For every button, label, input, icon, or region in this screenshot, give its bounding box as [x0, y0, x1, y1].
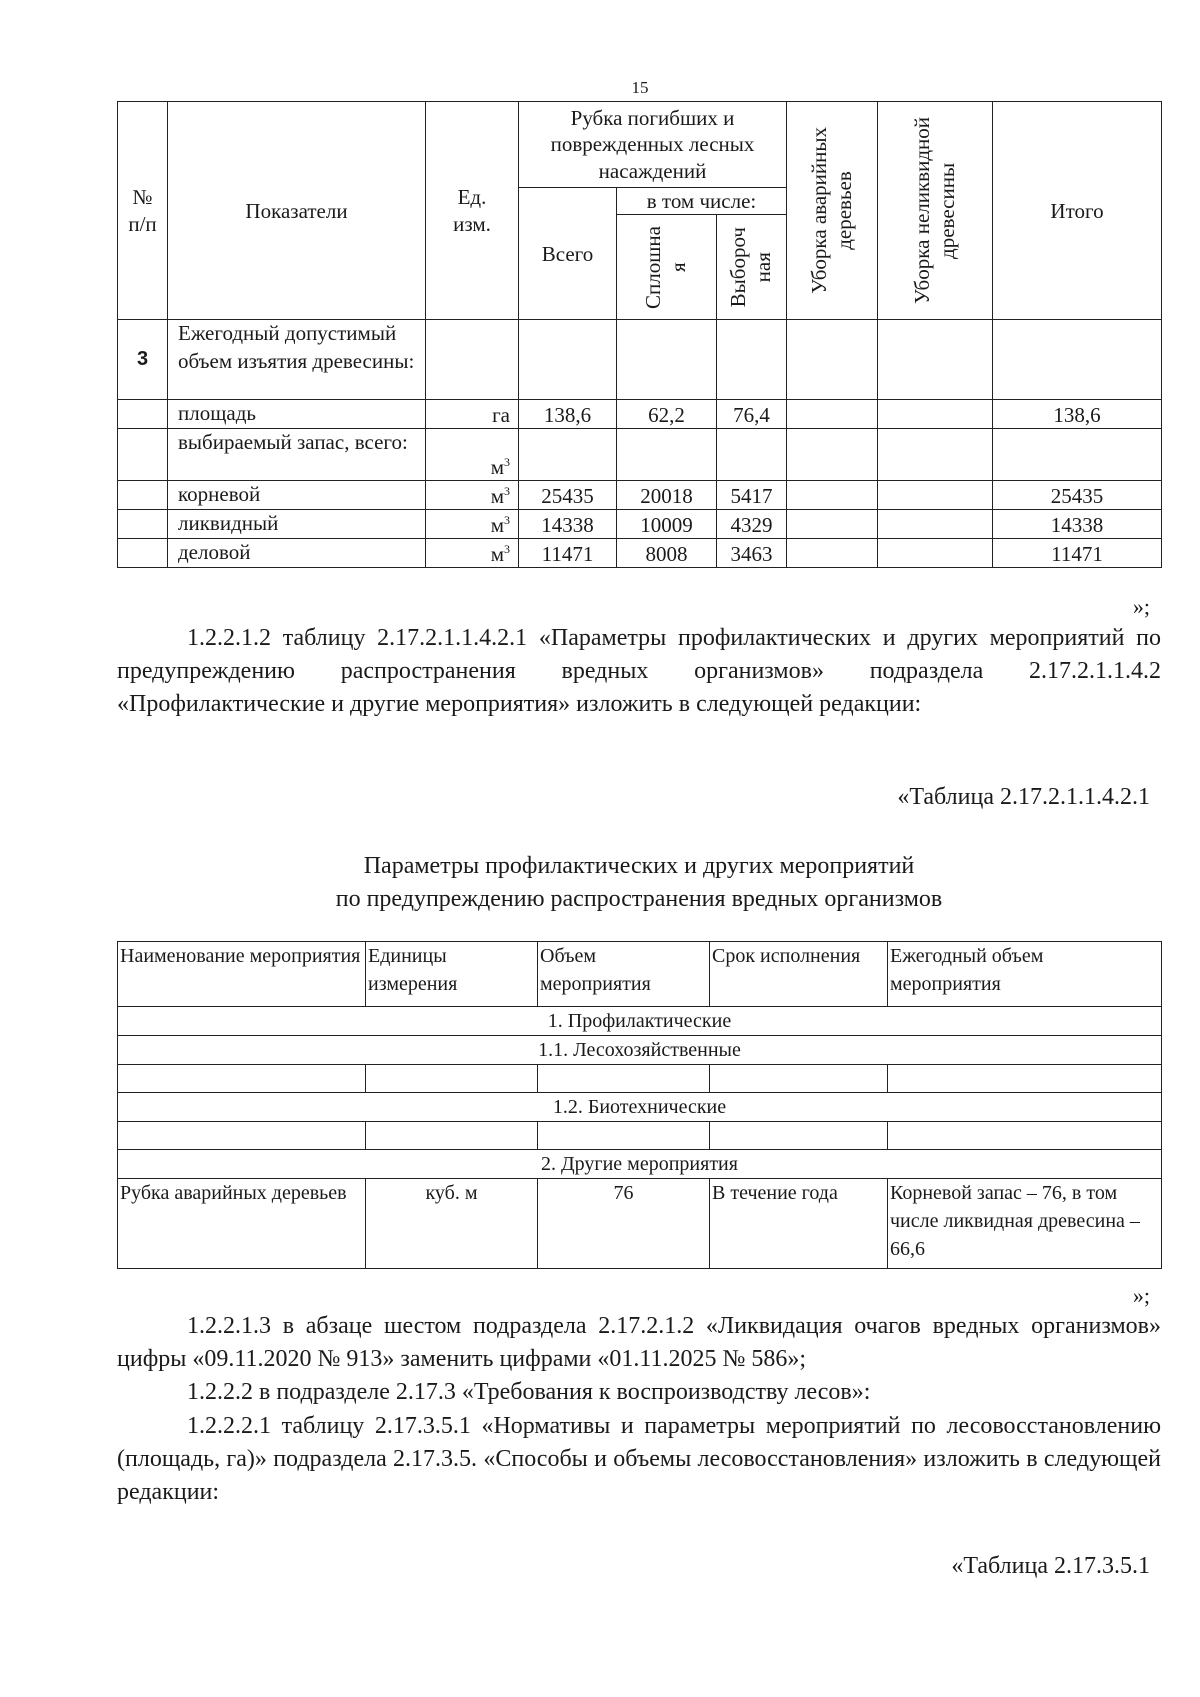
cell-selective: 5417	[717, 481, 787, 510]
header-units: Единицы измерения	[366, 942, 538, 1007]
cell-unit	[426, 429, 519, 481]
table-row	[118, 320, 1162, 400]
cell-nonliquid	[878, 539, 993, 568]
cell-row-index: 3	[118, 320, 168, 400]
cell-indicator: корневой	[168, 481, 426, 510]
cell-clear	[617, 429, 717, 481]
cell-clear: 62,2	[617, 400, 717, 429]
cell-term: В течение года	[710, 1179, 888, 1269]
cell-itogo: 11471	[993, 539, 1162, 568]
cell-nonliquid	[878, 481, 993, 510]
header-selective: Выбороч ная	[717, 215, 787, 320]
header-term: Срок исполнения	[710, 942, 888, 1007]
cell-selective: 76,4	[717, 400, 787, 429]
section-preventive: 1. Профилактические	[118, 1007, 1162, 1036]
header-felling-group: Рубка погибших и поврежденных лесных насаждений	[519, 102, 787, 188]
header-volume: Объем мероприятия	[538, 942, 710, 1007]
cell-total: 138,6	[519, 400, 617, 429]
cell-unit	[426, 320, 519, 400]
cell-clear: 8008	[617, 539, 717, 568]
section-other: 2. Другие мероприятия	[118, 1150, 1162, 1179]
cell-indicator: деловой	[168, 539, 426, 568]
cell-indicator: площадь	[168, 400, 426, 429]
cell-emergency	[787, 400, 878, 429]
unit-text: м	[490, 513, 504, 538]
cell-emergency	[787, 481, 878, 510]
cell-nonliquid	[878, 429, 993, 481]
table-row	[118, 510, 1162, 539]
cell-row-index	[118, 429, 168, 481]
cell-total	[519, 320, 617, 400]
cell-itogo: 25435	[993, 481, 1162, 510]
unit-text: м	[490, 484, 504, 509]
table-heading-line2: по предупреждению распространения вредных организмов	[335, 886, 943, 912]
cell-nonliquid	[878, 400, 993, 429]
header-indicator: Показатели	[168, 102, 426, 320]
cell-clear: 10009	[617, 510, 717, 539]
paragraph-1-2-2-1-2: 1.2.2.1.2 таблицу 2.17.2.1.1.4.2.1 «Параметры профилактических и других мероприятий по предупреждению распространения вредных организмов» подраздела 2.17.2.1.1.4.2 «Профилактические и другие мероприятия» изложить в следующей редакции:	[117, 625, 1161, 717]
unit-text: м	[490, 455, 504, 480]
table-caption-2: «Таблица 2.17.3.5.1	[951, 1553, 1150, 1579]
cell-total: 14338	[519, 510, 617, 539]
cell-clear	[617, 320, 717, 400]
unit-superscript: 3	[504, 484, 510, 499]
cell-selective	[717, 320, 787, 400]
cell-measure-name: Рубка аварийных деревьев	[118, 1179, 366, 1269]
section-forestry: 1.1. Лесохозяйственные	[118, 1036, 1162, 1065]
cell-total: 25435	[519, 481, 617, 510]
cell-unit	[426, 510, 519, 539]
header-unit: Ед. изм.	[426, 102, 519, 320]
cell-nonliquid	[878, 320, 993, 400]
paragraph-1-2-2-1-3: 1.2.2.1.3 в абзаце шестом подраздела 2.17.2.1.2 «Ликвидация очагов вредных организмов» цифры «09.11.2020 № 913» заменить цифрами «01.11.2025 № 586»;	[117, 1313, 1161, 1372]
table-row-empty	[118, 1122, 1162, 1150]
header-emergency: Уборка аварийных деревьев	[787, 102, 878, 320]
table-row	[118, 400, 1162, 429]
cell-clear: 20018	[617, 481, 717, 510]
cell-itogo: 14338	[993, 510, 1162, 539]
cell-row-index	[118, 481, 168, 510]
cell-unit	[426, 539, 519, 568]
cell-row-index	[118, 539, 168, 568]
cell-itogo	[993, 320, 1162, 400]
cell-annual-volume: Корневой запас – 76, в том числе ликвидная древесина – 66,6	[888, 1179, 1162, 1269]
table-row	[118, 429, 1162, 481]
table-heading-line1: Параметры профилактических и других мероприятий	[363, 853, 915, 879]
unit-superscript: 3	[504, 542, 510, 557]
cell-unit	[426, 400, 519, 429]
cell-row-index	[118, 510, 168, 539]
paragraph-1-2-2-2-1: 1.2.2.2.1 таблицу 2.17.3.5.1 «Нормативы и параметры мероприятий по лесовосстановлению (площадь, га)» подраздела 2.17.3.5. «Способы и объемы лесовосстановления» изложить в следующей редакции:	[117, 1413, 1161, 1505]
cell-unit: куб. м	[366, 1179, 538, 1269]
page-number: 15	[631, 78, 649, 97]
cell-itogo	[993, 429, 1162, 481]
cell-emergency	[787, 539, 878, 568]
header-annual-volume: Ежегодный объем мероприятия	[888, 942, 1162, 1007]
unit-text: га	[492, 403, 510, 428]
closing-quote-1: »;	[1132, 594, 1150, 619]
unit-superscript: 3	[504, 455, 510, 470]
section-biotechnical: 1.2. Биотехнические	[118, 1093, 1162, 1122]
cell-indicator: Ежегодный допустимый объем изъятия древесины:	[168, 320, 426, 400]
paragraph-1-2-2-2: 1.2.2.2 в подразделе 2.17.3 «Требования к воспроизводству лесов»:	[187, 1379, 871, 1405]
cell-selective: 4329	[717, 510, 787, 539]
header-measure-name: Наименование мероприятия	[118, 942, 366, 1007]
header-itogo: Итого	[993, 102, 1162, 320]
table-row	[118, 481, 1162, 510]
cell-selective: 3463	[717, 539, 787, 568]
table-row	[118, 1179, 1162, 1269]
header-num: № п/п	[118, 102, 168, 320]
cell-indicator: выбираемый запас, всего:	[168, 429, 426, 481]
cell-volume: 76	[538, 1179, 710, 1269]
table-caption-1: «Таблица 2.17.2.1.1.4.2.1	[897, 784, 1150, 810]
pest-measures-table	[117, 941, 1162, 1269]
cell-total	[519, 429, 617, 481]
cell-indicator: ликвидный	[168, 510, 426, 539]
header-nonliquid: Уборка неликвидной древесины	[878, 102, 993, 320]
cell-emergency	[787, 429, 878, 481]
felling-volume-table	[117, 101, 1162, 568]
unit-text: м	[490, 542, 504, 567]
cell-emergency	[787, 320, 878, 400]
header-including: в том числе:	[617, 188, 787, 215]
closing-quote-2: »;	[1132, 1283, 1150, 1308]
cell-total: 11471	[519, 539, 617, 568]
cell-emergency	[787, 510, 878, 539]
unit-superscript: 3	[504, 513, 510, 528]
header-clear: Сплошна я	[617, 215, 717, 320]
cell-row-index	[118, 400, 168, 429]
header-total: Всего	[519, 188, 617, 320]
table-row	[118, 539, 1162, 568]
cell-selective	[717, 429, 787, 481]
cell-unit	[426, 481, 519, 510]
cell-itogo: 138,6	[993, 400, 1162, 429]
table-row-empty	[118, 1065, 1162, 1093]
cell-nonliquid	[878, 510, 993, 539]
